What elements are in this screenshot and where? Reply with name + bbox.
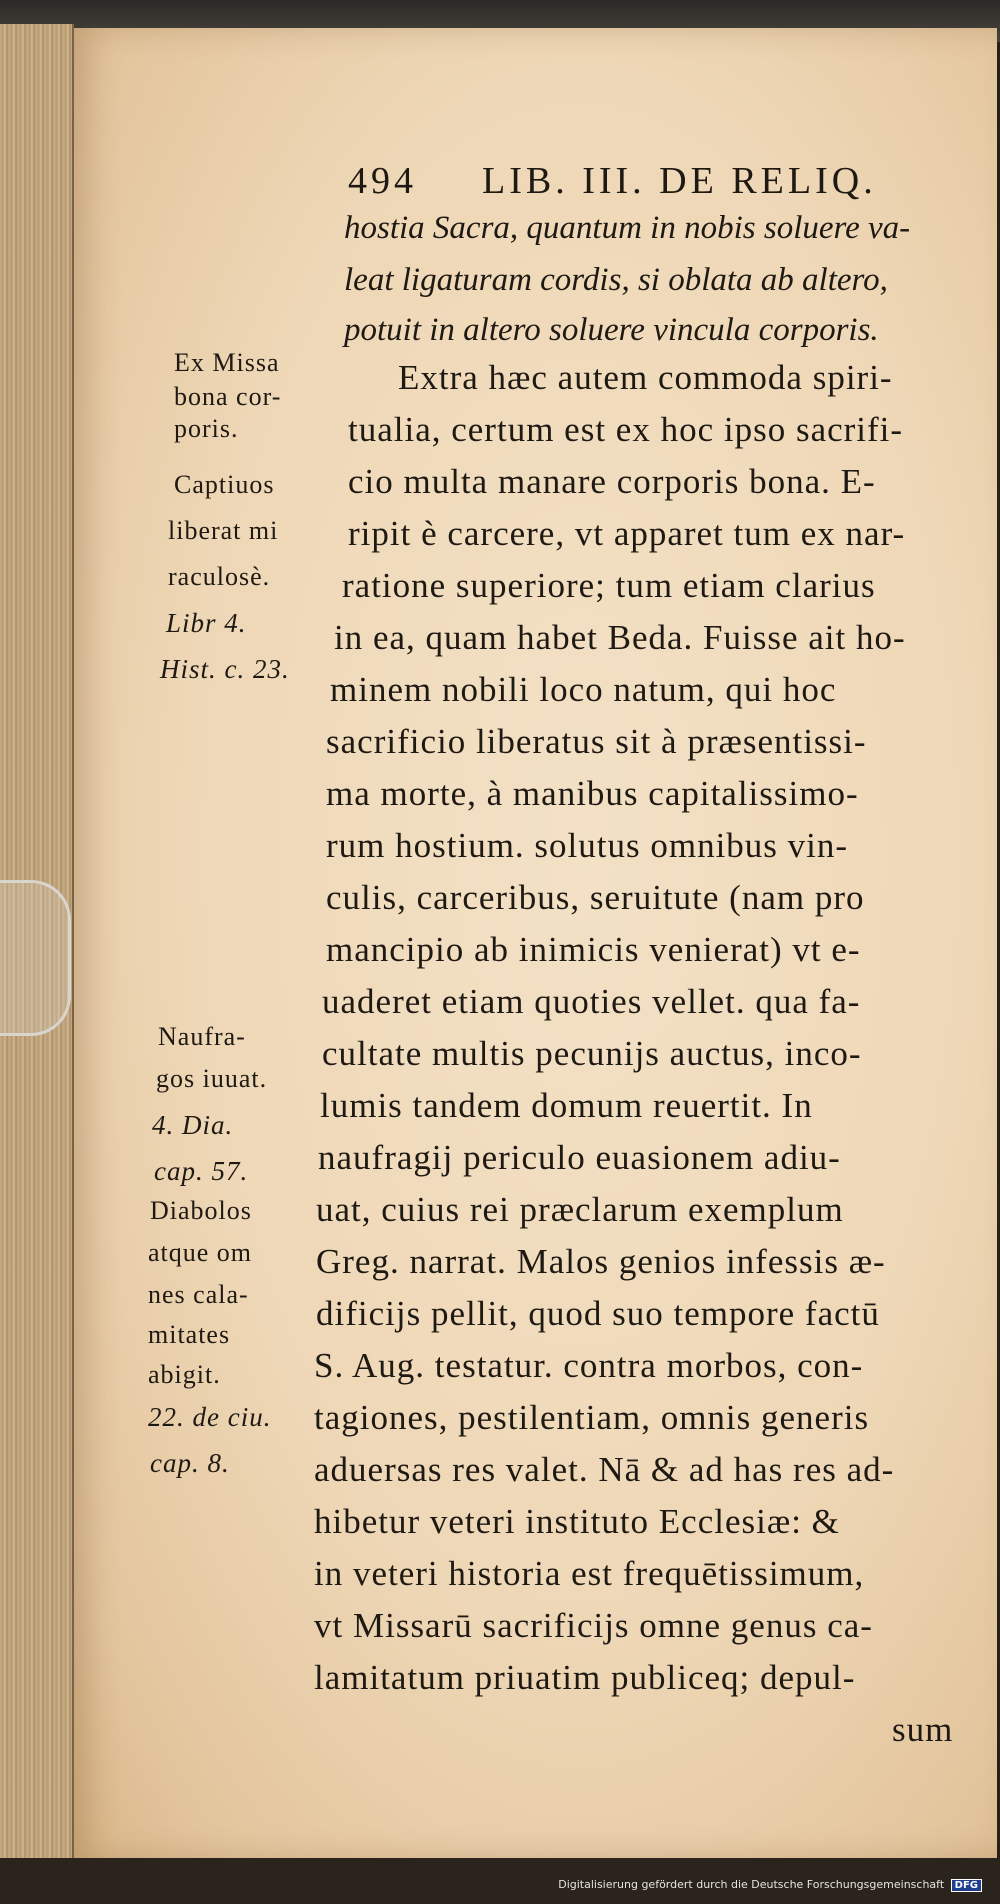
- body-line: in veteri historia est frequētissimum,: [314, 1554, 865, 1593]
- margin-note: Libr 4.: [166, 608, 247, 638]
- running-head: LIB. III. DE RELIQ.: [482, 160, 877, 202]
- margin-note: gos iuuat.: [156, 1064, 268, 1093]
- margin-note: nes cala-: [148, 1280, 249, 1309]
- body-line: lumis tandem domum reuertit. In: [320, 1086, 813, 1125]
- body-line: uaderet etiam quoties vellet. qua fa-: [322, 982, 861, 1021]
- body-line: Greg. narrat. Malos genios infessis æ-: [316, 1242, 886, 1281]
- body-line: vt Missarū sacrificijs omne genus ca-: [314, 1606, 873, 1645]
- dfg-logo: DFG: [951, 1879, 982, 1892]
- margin-note: cap. 8.: [150, 1448, 230, 1478]
- page-clip: [0, 880, 71, 1036]
- digitization-credit: [558, 1878, 982, 1892]
- body-line: ripit è carcere, vt apparet tum ex nar-: [348, 514, 906, 553]
- margin-note: 22. de ciu.: [148, 1402, 272, 1432]
- margin-note: liberat mi: [168, 516, 279, 545]
- margin-note: poris.: [174, 414, 239, 443]
- body-line: cio multa manare corporis bona. E-: [348, 462, 876, 501]
- body-line: potuit in altero soluere vincula corporis.: [344, 312, 879, 348]
- body-line: aduersas res valet. Nā & ad has res ad-: [314, 1450, 895, 1489]
- body-line: S. Aug. testatur. contra morbos, con-: [314, 1346, 864, 1385]
- margin-note: mitates: [148, 1320, 231, 1349]
- body-line: tualia, certum est ex hoc ipso sacrifi-: [348, 410, 904, 449]
- body-line: rum hostium. solutus omnibus vin-: [326, 826, 849, 865]
- margin-note: Naufra-: [158, 1022, 246, 1051]
- body-line: leat ligaturam cordis, si oblata ab altero,: [344, 262, 888, 298]
- body-line: uat, cuius rei præclarum exemplum: [316, 1190, 844, 1229]
- margin-note: Ex Missa: [174, 348, 280, 377]
- body-line: naufragij periculo euasionem adiu-: [318, 1138, 841, 1177]
- body-line: sacrificio liberatus sit à præsentissi-: [326, 722, 867, 761]
- margin-note: cap. 57.: [154, 1156, 249, 1186]
- body-line: ma morte, à manibus capitalissimo-: [326, 774, 859, 813]
- body-line: hostia Sacra, quantum in nobis soluere va-: [344, 210, 911, 246]
- body-line: Extra hæc autem commoda spiri-: [398, 358, 893, 397]
- margin-note: raculosè.: [168, 562, 271, 591]
- body-line: ratione superiore; tum etiam clarius: [342, 566, 876, 605]
- margin-note: atque om: [148, 1238, 253, 1267]
- body-line: in ea, quam habet Beda. Fuisse ait ho-: [334, 618, 906, 657]
- body-line: culis, carceribus, seruitute (nam pro: [326, 878, 865, 917]
- margin-note: abigit.: [148, 1360, 221, 1389]
- credit-text: Digitalisierung gefördert durch die Deutsche Forschungsgemeinschaft: [558, 1878, 945, 1891]
- body-line: cultate multis pecunijs auctus, inco-: [322, 1034, 862, 1073]
- body-line: lamitatum priuatim publiceq; depul-: [314, 1658, 856, 1697]
- page-number: 494: [348, 160, 417, 202]
- body-line: minem nobili loco natum, qui hoc: [330, 670, 837, 709]
- margin-note: bona cor-: [174, 382, 282, 411]
- margin-note: Captiuos: [174, 470, 275, 499]
- body-line: mancipio ab inimicis venierat) vt e-: [326, 930, 861, 969]
- margin-note: Hist. c. 23.: [160, 654, 290, 684]
- margin-note: Diabolos: [150, 1196, 252, 1225]
- body-line: hibetur veteri instituto Ecclesiæ: &: [314, 1502, 840, 1541]
- body-line: sum: [892, 1710, 954, 1749]
- body-line: dificijs pellit, quod suo tempore factū: [316, 1294, 880, 1333]
- margin-note: 4. Dia.: [152, 1110, 234, 1140]
- body-line: tagiones, pestilentiam, omnis generis: [314, 1398, 870, 1437]
